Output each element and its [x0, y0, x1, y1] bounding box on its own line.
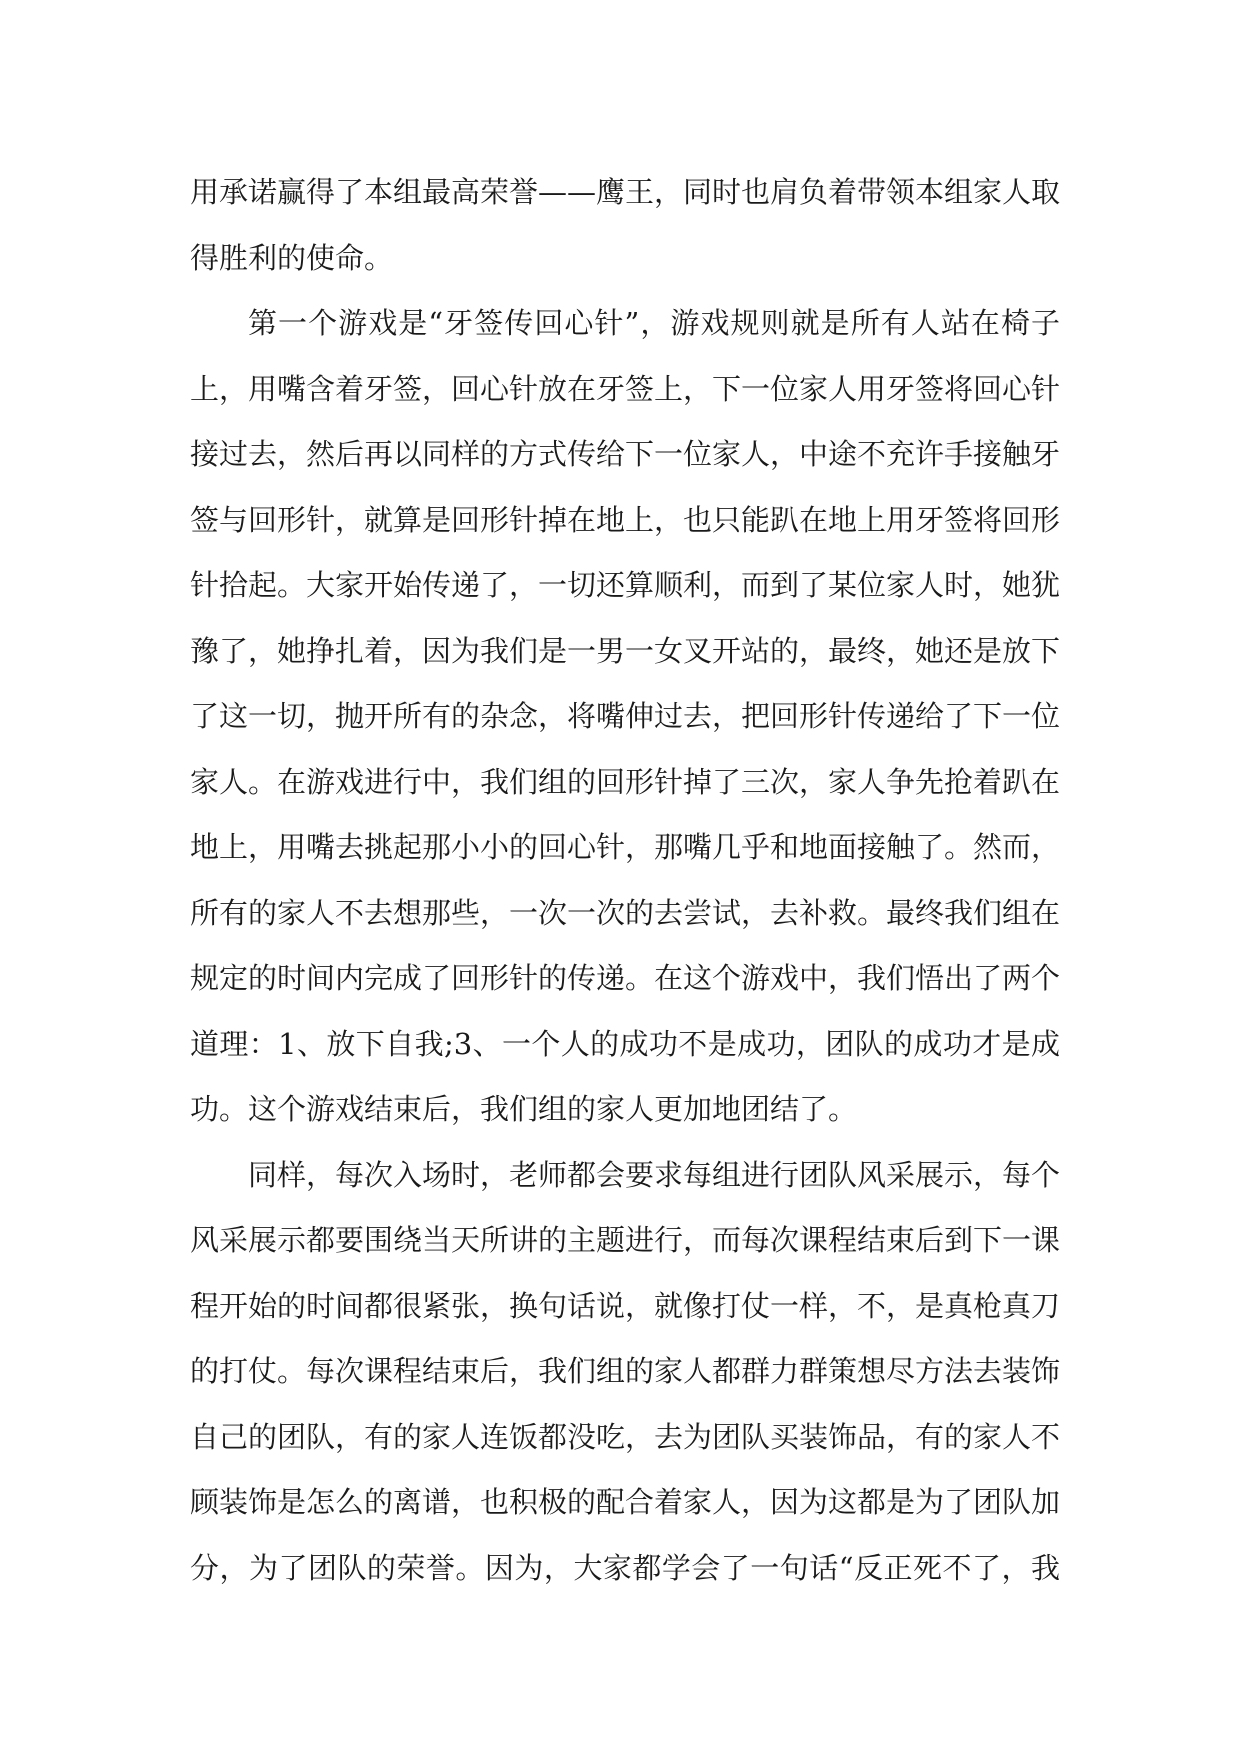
text-line: 家人。在游戏进行中，我们组的回形针掉了三次，家人争先抢着趴在	[190, 764, 1061, 799]
text-line: 豫了，她挣扎着，因为我们是一男一女叉开站的，最终，她还是放下	[190, 633, 1061, 668]
body-text	[190, 160, 1060, 1601]
text-line: 的打仗。每次课程结束后，我们组的家人都群力群策想尽方法去装饰	[190, 1354, 1061, 1388]
text-line: 风采展示都要围绕当天所讲的主题进行，而每次课程结束后到下一课	[190, 1223, 1061, 1257]
text-line: 接过去，然后再以同样的方式传给下一位家人，中途不充许手接触牙	[190, 437, 1061, 471]
text-line: 上，用嘴含着牙签，回心针放在牙签上，下一位家人用牙签将回心针	[190, 371, 1061, 406]
text-line: 得胜利的使命。	[190, 240, 394, 275]
text-line: 针拾起。大家开始传递了，一切还算顺利，而到了某位家人时，她犹	[190, 568, 1061, 602]
text-line: 地上，用嘴去挑起那小小的回心针，那嘴几乎和地面接触了。然而，	[190, 830, 1061, 864]
text-line: 所有的家人不去想那些，一次一次的去尝试，去补救。最终我们组在	[190, 895, 1061, 930]
text-line: 分，为了团队的荣誉。因为，大家都学会了一句话“反正死不了，我	[190, 1550, 1060, 1585]
text-line: 功。这个游戏结束后，我们组的家人更加地团结了。	[190, 1092, 858, 1126]
text-line: 程开始的时间都很紧张，换句话说，就像打仗一样，不，是真枪真刀	[190, 1288, 1061, 1323]
text-line: 签与回形针，就算是回形针掉在地上，也只能趴在地上用牙签将回形	[190, 502, 1061, 537]
text-line: 规定的时间内完成了回形针的传递。在这个游戏中，我们悟出了两个	[190, 961, 1061, 995]
text-line: 顾装饰是怎么的离谱，也积极的配合着家人，因为这都是为了团队加	[190, 1485, 1061, 1519]
text-line: 道理：1、放下自我;3、一个人的成功不是成功，团队的成功才是成	[190, 1026, 1060, 1061]
text-line: 同样，每次入场时，老师都会要求每组进行团队风采展示，每个	[248, 1157, 1061, 1192]
text-line: 了这一切，抛开所有的杂念，将嘴伸过去，把回形针传递给了下一位	[190, 699, 1061, 733]
text-line: 用承诺赢得了本组最高荣誉——鹰王，同时也肩负着带领本组家人取	[190, 175, 1061, 209]
text-line: 自己的团队，有的家人连饭都没吃，去为团队买装饰品，有的家人不	[190, 1419, 1061, 1454]
text-line: 第一个游戏是“牙签传回心针”，游戏规则就是所有人站在椅子	[248, 306, 1060, 340]
